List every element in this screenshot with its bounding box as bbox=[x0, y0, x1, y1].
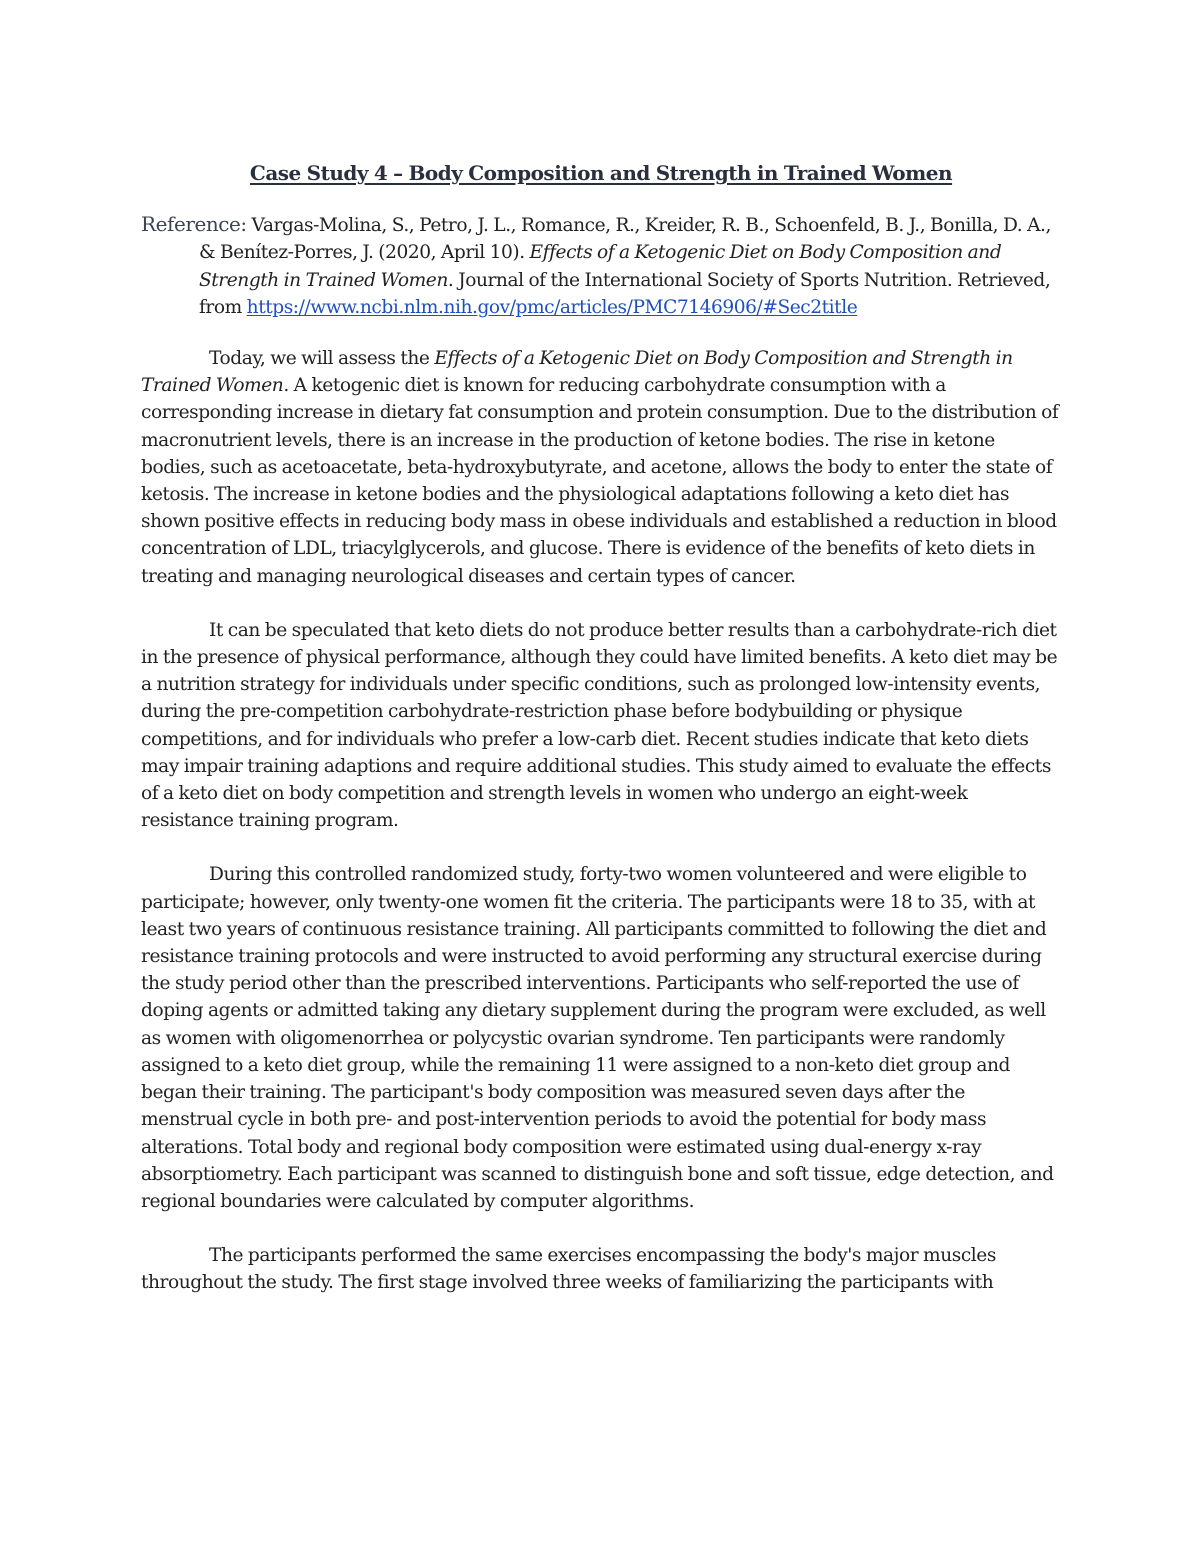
paragraph-methods: During this controlled randomized study, forty-two women volunteered and were eligible to participate; however, only twenty-one women fit the criteria. The participants were 18 to 35, with at least two years of continuous resistance training. All participants committed to following the diet and resistance training protocols and were instructed to avoid performing any structural exercise during the study period other than the prescribed interventions. Participants who self-reported the use of doping agents or admitted taking any dietary supplement during the program were excluded, as well as women with oligomenorrhea or polycystic ovarian syndrome. Ten participants were randomly assigned to a keto diet group, while the remaining 11 were assigned to a non-keto diet group and began their training. The participant's body composition was measured seven days after the menstrual cycle in both pre- and post-intervention periods to avoid the potential for body mass alterations. Total body and regional body composition were estimated using dual-energy x-ray absorptiometry. Each participant was scanned to distinguish bone and soft tissue, edge detection, and regional boundaries were calculated by computer algorithms. bbox=[141, 864, 1054, 1212]
paragraph-intro bbox=[141, 345, 1061, 590]
reference-url-link[interactable]: https://www.ncbi.nlm.nih.gov/pmc/articles/PMC7146906/#Sec2title bbox=[246, 296, 858, 318]
paragraph-intro-lead: Today, we will assess the bbox=[209, 348, 435, 370]
reference-label: Reference: bbox=[141, 212, 247, 237]
paragraph-intro-title: Effects of a Ketogenic Diet on Body Composition and Strength in Trained Women bbox=[141, 348, 1013, 397]
paragraph-exercises: The participants performed the same exercises encompassing the body's major muscles throughout the study. The first stage involved three weeks of familiarizing the participants with bbox=[141, 1245, 996, 1294]
paragraph-intro-rest: . A ketogenic diet is known for reducing carbohydrate consumption with a corresponding increase in dietary fat consumption and protein consumption. Due to the distribution of macronutrient levels, there is an increase in the production of ketone bodies. The rise in ketone bodies, such as acetoacetate, beta-hydroxybutyrate, and acetone, allows the body to enter the state of ketosis. The increase in ketone bodies and the physiological adaptations following a keto diet has shown positive effects in reducing body mass in obese individuals and established a reduction in blood concentration of LDL, triacylglycerols, and glucose. There is evidence of the benefits of keto diets in treating and managing neurological diseases and certain types of cancer. bbox=[141, 375, 1059, 587]
reference-authors: Vargas-Molina, S., Petro, J. L., Romance, R., Kreider, R. B., Schoenfeld, B. J., Bonilla, D. A., & Benítez-Porres, J. (2020, April 10). bbox=[199, 215, 1051, 264]
document-title: Case Study 4 – Body Composition and Strength in Trained Women bbox=[249, 161, 953, 185]
reference-source: . Journal of the International Society of Sports Nutrition. Retrieved, from bbox=[199, 269, 1051, 318]
reference-entry bbox=[141, 211, 1061, 321]
paragraph-speculation: It can be speculated that keto diets do not produce better results than a carbohydrate-rich diet in the presence of physical performance, although they could have limited benefits. A keto diet may be a nutrition strategy for individuals under specific conditions, such as prolonged low-intensity events, during the pre-competition carbohydrate-restriction phase before bodybuilding or physique competitions, and for individuals who prefer a low-carb diet. Recent studies indicate that keto diets may impair training adaptions and require additional studies. This study aimed to evaluate the effects of a keto diet on body competition and strength levels in women who undergo an eight-week resistance training program. bbox=[141, 619, 1058, 832]
reference-article-title: Effects of a Ketogenic Diet on Body Composition and Strength in Trained Women bbox=[199, 242, 1002, 291]
document-body bbox=[141, 160, 1061, 1324]
